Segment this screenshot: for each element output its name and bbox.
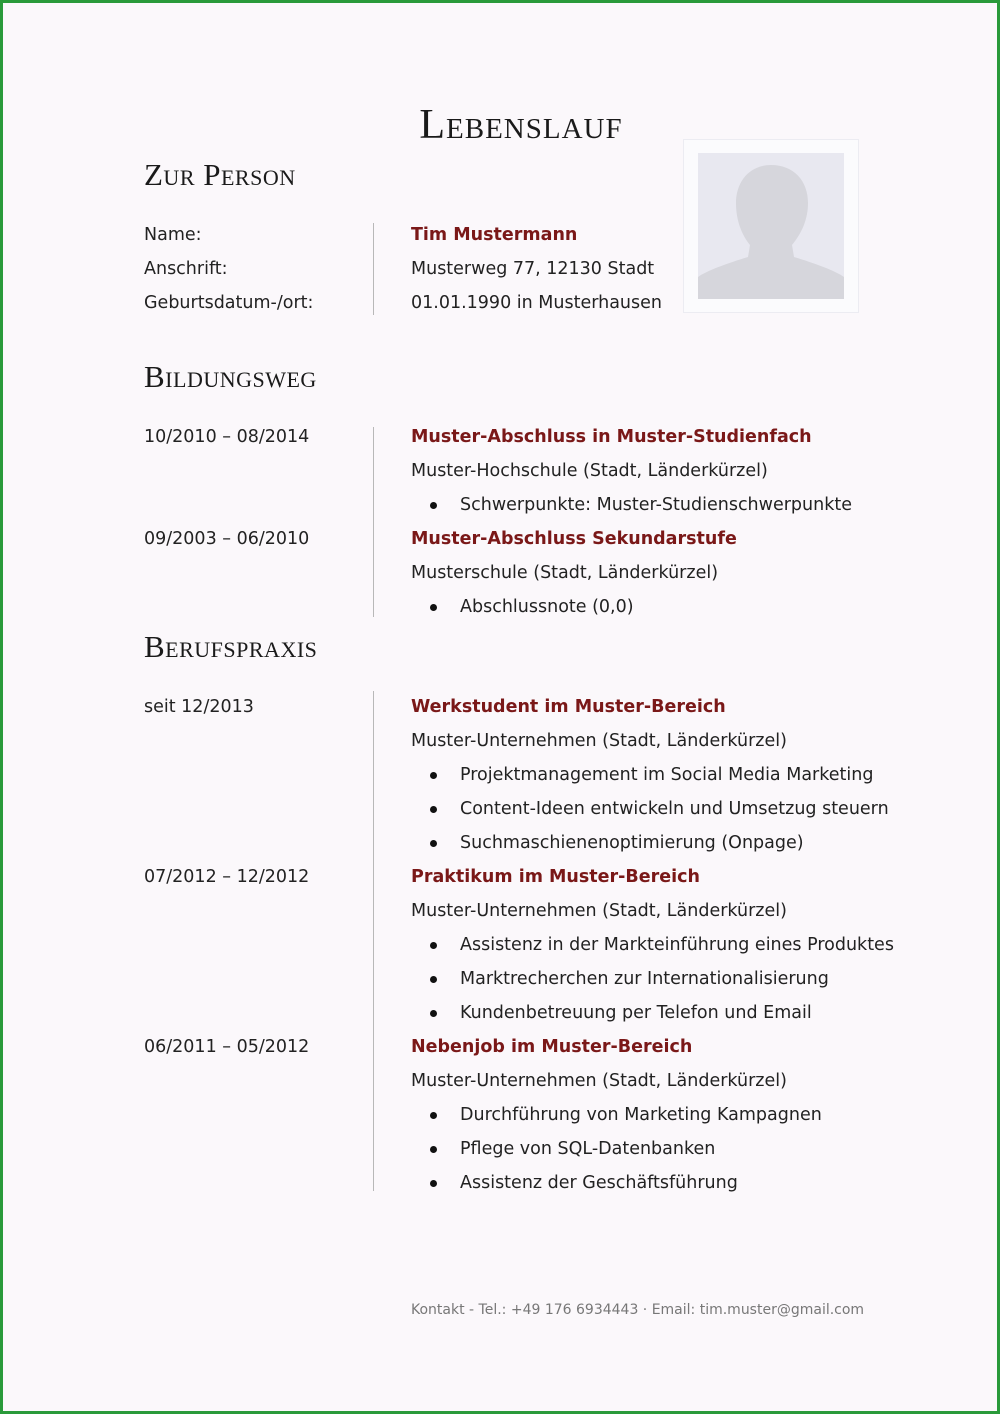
experience-company: Muster-Unternehmen (Stadt, Länderkürzel) — [411, 1071, 787, 1091]
bullet-icon — [430, 1112, 437, 1119]
experience-bullet: Pflege von SQL-Datenbanken — [460, 1139, 716, 1159]
experience-title: Nebenjob im Muster-Bereich — [411, 1037, 693, 1057]
experience-bullet: Suchmaschienenoptimierung (Onpage) — [460, 833, 804, 853]
experience-bullet: Marktrecherchen zur Internationalisierung — [460, 969, 829, 989]
bullet-icon — [430, 772, 437, 779]
value-address: Musterweg 77, 12130 Stadt — [411, 259, 655, 279]
label-name: Name: — [144, 225, 202, 245]
experience-bullet: Projektmanagement im Social Media Marketing — [460, 765, 874, 785]
experience-bullet: Content-Ideen entwickeln und Umsetzug steuern — [460, 799, 889, 819]
experience-date: 06/2011 – 05/2012 — [144, 1037, 310, 1057]
education-institution: Muster-Hochschule (Stadt, Länderkürzel) — [411, 461, 768, 481]
education-bullet: Schwerpunkte: Muster-Studienschwerpunkte — [460, 495, 852, 515]
education-date: 10/2010 – 08/2014 — [144, 427, 310, 447]
person-silhouette-icon — [698, 153, 844, 299]
bullet-icon — [430, 1146, 437, 1153]
bullet-icon — [430, 604, 437, 611]
education-bullet: Abschlussnote (0,0) — [460, 597, 634, 617]
divider-line — [373, 223, 374, 315]
page-title: Lebenslauf — [419, 102, 623, 148]
section-heading-person: Zur Person — [144, 157, 296, 192]
bullet-icon — [430, 942, 437, 949]
cv-page — [3, 3, 997, 1411]
bullet-icon — [430, 502, 437, 509]
photo-frame — [683, 139, 859, 313]
experience-company: Muster-Unternehmen (Stadt, Länderkürzel) — [411, 901, 787, 921]
experience-bullet: Assistenz der Geschäftsführung — [460, 1173, 738, 1193]
value-name: Tim Mustermann — [411, 225, 578, 245]
label-address: Anschrift: — [144, 259, 228, 279]
section-heading-education: Bildungsweg — [144, 359, 317, 394]
experience-company: Muster-Unternehmen (Stadt, Länderkürzel) — [411, 731, 787, 751]
bullet-icon — [430, 976, 437, 983]
education-title: Muster-Abschluss Sekundarstufe — [411, 529, 737, 549]
experience-title: Werkstudent im Muster-Bereich — [411, 697, 726, 717]
education-title: Muster-Abschluss in Muster-Studienfach — [411, 427, 812, 447]
section-heading-experience: Berufspraxis — [144, 629, 318, 664]
experience-date: 07/2012 – 12/2012 — [144, 867, 310, 887]
bullet-icon — [430, 806, 437, 813]
profile-photo-placeholder — [698, 153, 844, 299]
experience-bullet: Kundenbetreuung per Telefon und Email — [460, 1003, 812, 1023]
contact-footer: Kontakt - Tel.: +49 176 6934443 · Email: tim.muster@gmail.com — [411, 1302, 865, 1318]
experience-title: Praktikum im Muster-Bereich — [411, 867, 700, 887]
experience-date: seit 12/2013 — [144, 697, 254, 717]
experience-bullet: Assistenz in der Markteinführung eines Produktes — [460, 935, 894, 955]
divider-line — [373, 691, 374, 1191]
label-birth: Geburtsdatum-/ort: — [144, 293, 314, 313]
bullet-icon — [430, 1010, 437, 1017]
bullet-icon — [430, 840, 437, 847]
experience-bullet: Durchführung von Marketing Kampagnen — [460, 1105, 822, 1125]
education-date: 09/2003 – 06/2010 — [144, 529, 310, 549]
divider-line — [373, 427, 374, 617]
value-birth: 01.01.1990 in Musterhausen — [411, 293, 662, 313]
education-institution: Musterschule (Stadt, Länderkürzel) — [411, 563, 719, 583]
bullet-icon — [430, 1180, 437, 1187]
